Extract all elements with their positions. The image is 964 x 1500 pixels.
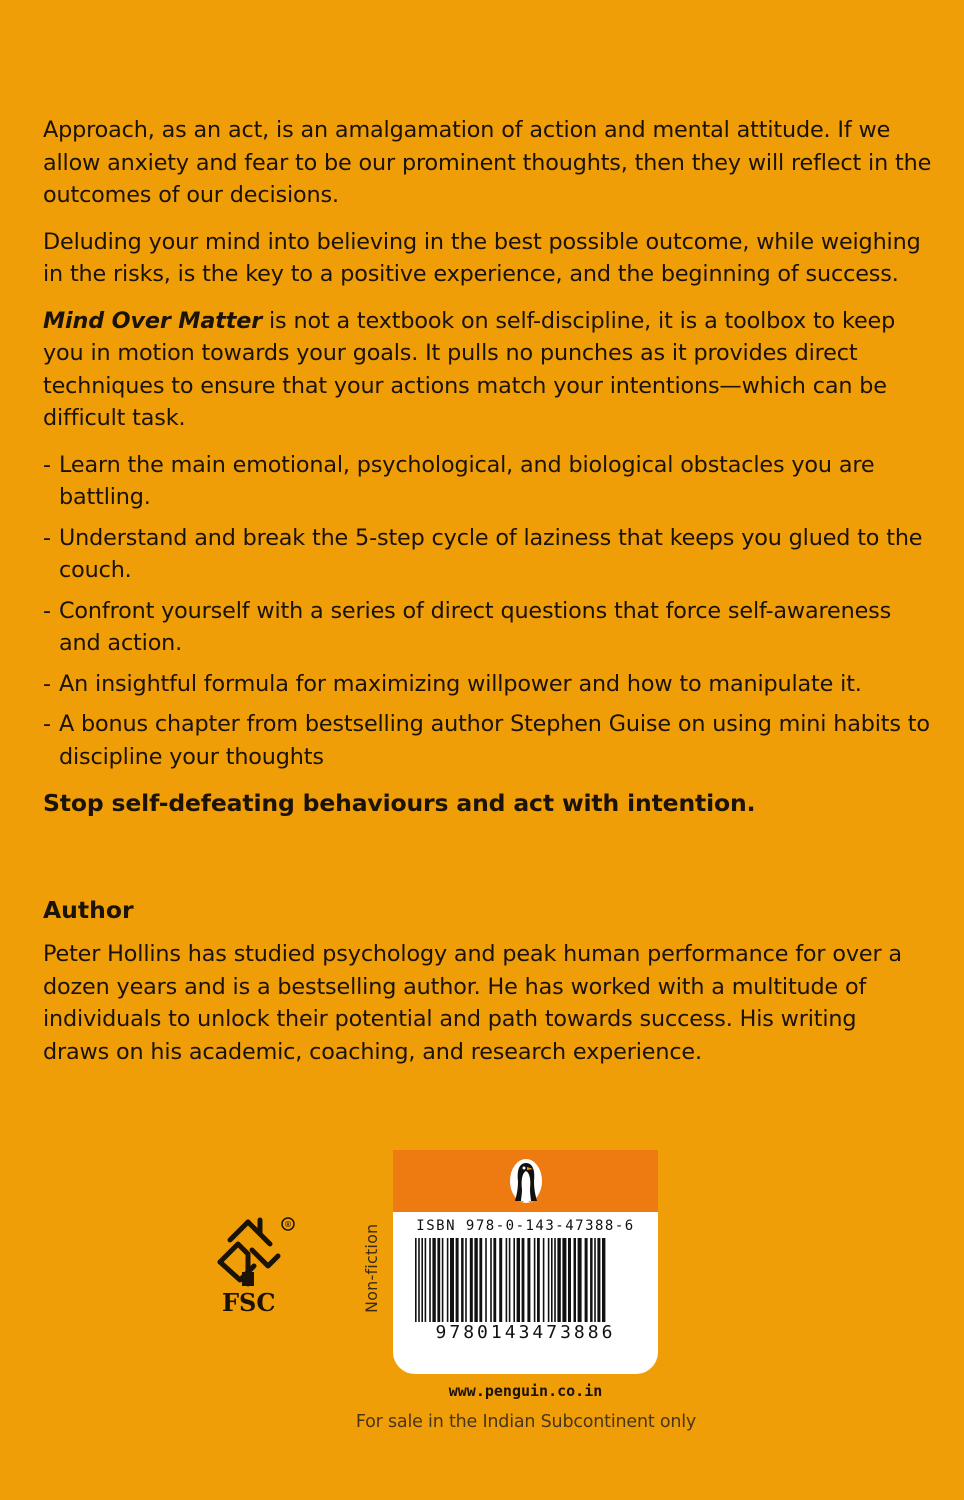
barcode-bar [509, 1238, 511, 1322]
bullet-marker: - [43, 451, 51, 478]
barcode-bar [456, 1238, 459, 1322]
category-label: Non-fiction [362, 1223, 381, 1313]
barcode-bar [548, 1238, 550, 1322]
barcode-bar [493, 1238, 496, 1322]
penguin-icon [508, 1157, 544, 1205]
barcode-bar [585, 1238, 588, 1322]
barcode-bar [562, 1238, 566, 1322]
bullet-list [43, 449, 938, 774]
barcode-bar [442, 1238, 444, 1322]
barcode-bar [574, 1238, 577, 1322]
list-item-text: A bonus chapter from bestselling author Stephen Guise on using mini habits to discipline your thoughts [59, 711, 930, 770]
barcode-bar [537, 1238, 540, 1322]
barcode-bar [479, 1238, 482, 1322]
barcode [413, 1238, 638, 1322]
bullet-marker: - [43, 711, 51, 737]
barcode-bar [568, 1238, 571, 1322]
blurb-paragraph-2: Deluding your mind into believing in the best possible outcome, while weighing in the risks, is the key to a positive experience, and the beginning of success. [43, 228, 921, 287]
barcode-bar [432, 1238, 435, 1322]
barcode-number: 9780143473886 [435, 1322, 616, 1343]
list-item-text: Learn the main emotional, psychological, and biological obstacles you are battling. [59, 451, 875, 510]
list-item [43, 449, 938, 514]
barcode-bar [421, 1238, 423, 1322]
barcode-bar [447, 1238, 449, 1322]
barcode-bar [450, 1238, 454, 1322]
barcode-bar [415, 1238, 417, 1322]
barcode-bar [534, 1238, 536, 1322]
blurb-paragraph-3 [43, 305, 938, 435]
barcode-bar [578, 1238, 582, 1322]
publisher-band [393, 1150, 658, 1212]
list-item [43, 522, 938, 587]
barcode-bar [490, 1238, 492, 1322]
sale-note: For sale in the Indian Subcontinent only [355, 1412, 697, 1432]
list-item [43, 595, 938, 660]
barcode-bar [461, 1238, 464, 1322]
barcode-bar [590, 1238, 593, 1322]
barcode-bar [506, 1238, 508, 1322]
barcode-bar [485, 1238, 487, 1322]
author-bio: Peter Hollins has studied psychology and peak human performance for over a dozen years and is a bestselling author. He has worked with a multitude of individuals to unlock their potential and path towards success. His writing draws on his academic, coaching, and research experience. [43, 941, 902, 1065]
blurb [43, 114, 938, 820]
barcode-bar [554, 1238, 556, 1322]
barcode-bar [551, 1238, 553, 1322]
bullet-marker: - [43, 597, 51, 624]
barcode-bar [513, 1238, 515, 1322]
list-item [43, 668, 938, 701]
author-heading: Author [43, 896, 134, 924]
publisher-website: www.penguin.co.in [448, 1382, 603, 1400]
barcode-bar [418, 1238, 420, 1322]
barcode-bar [470, 1238, 473, 1322]
barcode-bar [499, 1238, 502, 1322]
barcode-bar [597, 1238, 600, 1322]
barcode-bar [429, 1238, 431, 1322]
blurb-paragraph-1: Approach, as an act, is an amalgamation of action and mental attitude. If we allow anxiety and fear to be our prominent thoughts, then they will reflect in the outcomes of our decisions. [43, 117, 932, 208]
list-item-text: Confront yourself with a series of direct questions that force self-awareness and action. [59, 597, 892, 656]
barcode-bar [543, 1238, 545, 1322]
list-item-text: An insightful formula for maximizing willpower and how to manipulate it. [59, 670, 862, 697]
list-item-text: Understand and break the 5-step cycle of laziness that keeps you glued to the couch. [59, 524, 923, 583]
fsc-registered-mark: ® [284, 1220, 292, 1229]
barcode-bar [557, 1238, 560, 1322]
bullet-marker: - [43, 524, 51, 551]
barcode-bar [465, 1238, 467, 1322]
barcode-bar [517, 1238, 520, 1322]
bullet-marker: - [43, 670, 51, 697]
barcode-bar [594, 1238, 596, 1322]
fsc-label: FSC [222, 1288, 276, 1317]
barcode-bar [474, 1238, 477, 1322]
barcode-bar [522, 1238, 525, 1322]
barcode-bar [437, 1238, 440, 1322]
isbn-label: ISBN 978-0-143-47388-6 [416, 1218, 635, 1234]
list-item [43, 708, 938, 773]
barcode-bar [602, 1238, 605, 1322]
barcode-panel [393, 1150, 658, 1374]
book-title: Mind Over Matter [43, 307, 263, 334]
barcode-bar [425, 1238, 427, 1322]
blurb-paragraph-3-text: is not a textbook on self-discipline, it is a toolbox to keep you in motion towards your goals. It pulls no punches as it provides direct techniques to ensure that your actions match your intentions—which can be difficult task. [43, 307, 896, 431]
tagline: Stop self-defeating behaviours and act with intention. [43, 789, 756, 817]
barcode-bar [527, 1238, 530, 1322]
